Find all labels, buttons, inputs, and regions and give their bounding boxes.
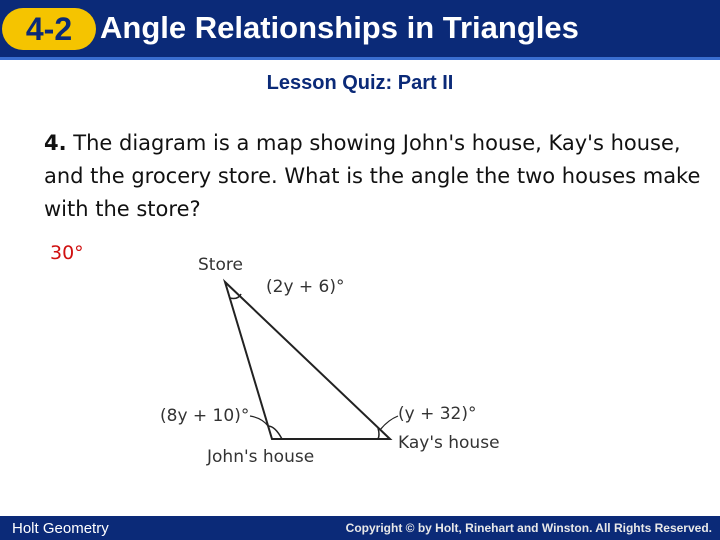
title-bar xyxy=(0,0,720,60)
lesson-badge xyxy=(2,8,96,50)
john-angle-label: (8y + 10)° xyxy=(160,406,250,426)
footer-course: Holt Geometry xyxy=(12,520,109,537)
john-label: John's house xyxy=(207,447,315,467)
triangle-diagram xyxy=(150,240,530,475)
triangle-shape xyxy=(225,282,390,439)
footer-bar xyxy=(0,516,720,540)
slide-subtitle: Lesson Quiz: Part II xyxy=(266,72,454,94)
kay-angle-arc xyxy=(378,428,379,439)
kay-angle-leader xyxy=(380,416,398,430)
question-text xyxy=(44,127,704,226)
answer-text: 30° xyxy=(50,242,84,264)
kay-label: Kay's house xyxy=(398,433,500,453)
slide-title: Angle Relationships in Triangles xyxy=(100,10,579,45)
question-body: The diagram is a map showing John's house, Kay's house, and the grocery store. What is the angle the two houses make with the store? xyxy=(44,131,701,221)
question-number: 4. xyxy=(44,131,67,155)
lesson-number: 4-2 xyxy=(25,10,73,47)
store-angle-label: (2y + 6)° xyxy=(266,277,345,297)
store-label: Store xyxy=(198,255,243,275)
kay-angle-label: (y + 32)° xyxy=(398,404,477,424)
footer-copyright: Copyright © by Holt, Rinehart and Winston. All Rights Reserved. xyxy=(345,521,712,535)
